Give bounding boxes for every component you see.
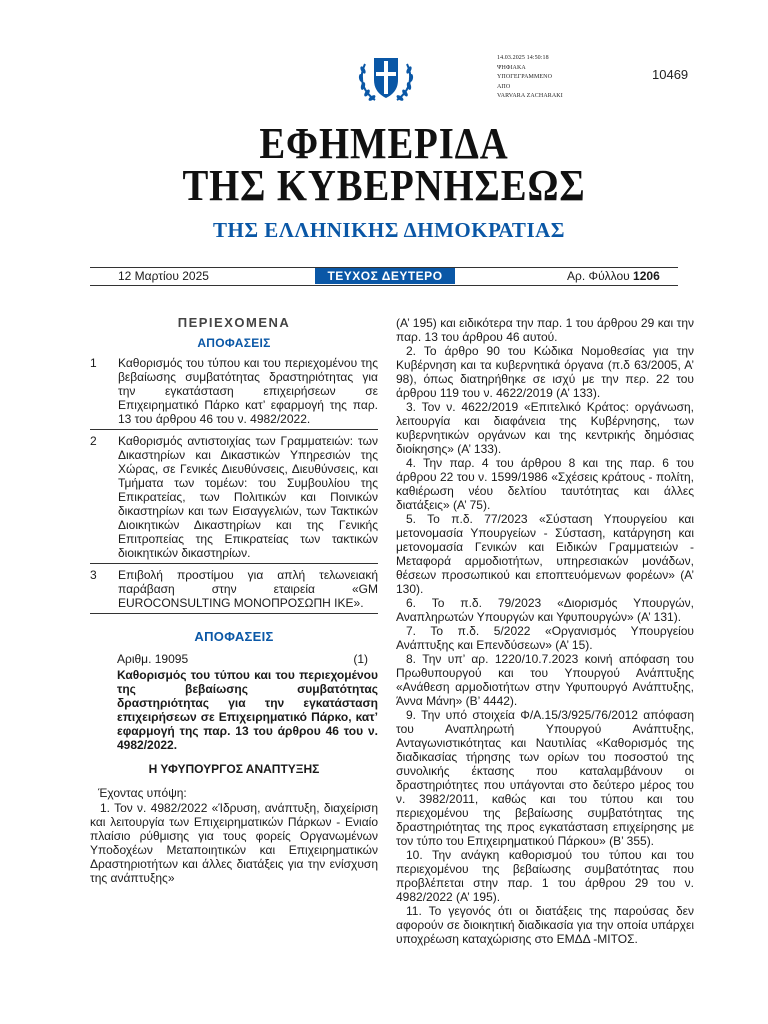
decision-number-line (90, 652, 378, 666)
toc-item (90, 568, 378, 614)
toc-number: 3 (90, 568, 97, 582)
recital-paragraph: 4. Την παρ. 4 του άρθρου 8 και της παρ. 6 του άρθρου 22 του ν. 1599/1986 «Σχέσεις κράτους - πολίτη, καθιέρωση νέου δελτίου ταυτότητας και άλλες διατάξεις» (Α’ 75). (396, 456, 694, 512)
divider (90, 285, 678, 286)
recital-paragraph: 7. Το π.δ. 5/2022 «Οργανισμός Υπουργείου Ανάπτυξης και Επενδύσεων» (Α’ 15). (396, 624, 694, 652)
issuing-authority: Η ΥΦΥΠΟΥΡΓΟΣ ΑΝΑΠΤΥΞΗΣ (148, 762, 320, 776)
signature-line: ΨΗΦΙΑΚΑ (497, 64, 526, 71)
issue-date: 12 Μαρτίου 2025 (118, 269, 209, 283)
toc-text: Καθορισμός αντιστοιχίας των Γραμματειών: των Δικαστηρίων και Δικαστικών Υπηρεσιών της Χώρας, σε Γενικές Διευθύνσεις, Διευθύνσεις, και Τμήματα των τομέων: του Συμβουλίου της Επικρατείας, των Πολιτικών και Ποινικών δικαστηρίων και των Εισαγγελιών, των Τακτικών Διοικητικών Δικαστηρίων και της Γενικής Επιτροπείας της Επικρατείας των τακτικών διοικητικών δικαστηρίων. (118, 434, 378, 560)
toc-item (90, 356, 378, 430)
toc-item (90, 434, 378, 564)
recital-paragraph: 9. Την υπό στοιχεία Φ/Α.15/3/925/76/2012 απόφαση του Αναπληρωτή Υπουργού Ανάπτυξης, Ανταγωνιστικότητας και Ναυτιλίας «Καθορισμός της διαδικασίας τήρησης των ορίων του ποσοστού της συνολικής έκτασης που καταλαμβάνουν οι δραστηριότητες που υπάγονται στο δεύτερο μέρος του ν. 3982/2011, καθώς και του τύπου και του περιεχομένου της βεβαίωσης συμβατότητας της δραστηριότητας της προς εγκατάσταση επιχείρησης με τον τύπο του Επιχειρηματικού Πάρκου» (Β’ 355). (396, 708, 694, 848)
decision-index: (1) (353, 652, 368, 666)
recital-paragraph: 3. Τον ν. 4622/2019 «Επιτελικό Κράτος: οργάνωση, λειτουργία και διαφάνεια της Κυβέρνησης, των κυβερνητικών οργάνων και της κεντρικής δημόσιας διοίκησης» (Α’ 133). (396, 400, 694, 456)
masthead-republic: ΤΗΣ ΕΛΛΗΝΙΚΗΣ ΔΗΜΟΚΡΑΤΙΑΣ (212, 218, 566, 242)
toc-text: Επιβολή προστίμου για απλή τελωνειακή παράβαση στην εταιρεία «GM EUROCONSULTING ΜΟΝΟΠΡΟΣΩΠΗ ΙΚΕ». (118, 568, 378, 610)
sheet-number: 1206 (633, 269, 660, 283)
signature-line: ΑΠΟ (497, 83, 511, 90)
greek-coat-of-arms-icon (355, 50, 417, 106)
toc-number: 1 (90, 356, 97, 370)
left-column (90, 316, 378, 885)
signature-line: ΥΠΟΓΕΓΡΑΜΜΕΝΟ (497, 74, 553, 80)
toc-text: Καθορισμός του τύπου και του περιεχομένου της βεβαίωσης συμβατότητας δραστηριότητας για την εγκατάσταση επιχειρήσεων σε Επιχειρηματικό Πάρκο κατ’ εφαρμογή της παρ. 13 του άρθρου 46 του ν. 4982/2022. (118, 356, 378, 426)
signature-line: 14.03.2025 14:50:18 (497, 55, 549, 61)
contents-section-title: ΑΠΟΦΑΣΕΙΣ (197, 336, 271, 350)
decision-title: Καθορισμός του τύπου και του περιεχομένου της βεβαίωσης συμβατότητας δραστηριότητας για την εγκατάσταση επιχειρήσεων σε Επιχειρηματικό Πάρκο, κατ’ εφαρμογή της παρ. 13 του άρθρου 46 του ν. 4982/2022. (117, 668, 378, 752)
contents-title: ΠΕΡΙΕΧΟΜΕΝΑ (177, 315, 291, 330)
issue-series-badge: ΤΕΥΧΟΣ ΔΕΥΤΕΡΟ (315, 268, 455, 284)
right-column (396, 316, 694, 946)
issue-sheet-number (567, 269, 660, 283)
page-number: 10469 (652, 67, 689, 82)
recital-paragraph: 6. Το π.δ. 79/2023 «Διορισμός Υπουργών, Αναπληρωτών Υπουργών και Υφυπουργών» (Α’ 131). (396, 596, 694, 624)
recital-paragraph: 1. Τον ν. 4982/2022 «Ίδρυση, ανάπτυξη, διαχείριση και λειτουργία των Επιχειρηματικών Πάρκων - Ενιαίο πλαίσιο ρύθμισης για τους φορείς Οργανωμένων Υποδοχέων Μεταποιητικών και Επιχειρηματικών Δραστηριοτήτων και άλλες διατάξεις για την ενίσχυση της ανάπτυξης» (90, 801, 378, 885)
digital-signature (497, 54, 563, 102)
toc-number: 2 (90, 434, 97, 448)
recital-paragraph: 10. Την ανάγκη καθορισμού του τύπου και του περιεχομένου της βεβαίωσης συμβατότητας που προβλέπεται στην παρ. 1 του άρθρου 29 του ν. 4982/2022 (Α’ 195). (396, 848, 694, 904)
recital-paragraph: 2. Το άρθρο 90 του Κώδικα Νομοθεσίας για την Κυβέρνηση και τα κυβερνητικά όργανα (π.δ 63/2005, Α’ 98), όπως διατηρήθηκε σε ισχύ με την περ. 22 του άρθρου 119 του ν. 4622/2019 (Α’ 133). (396, 344, 694, 400)
decision-number: Αριθμ. 19095 (117, 652, 189, 666)
recital-paragraph: 8. Την υπ’ αρ. 1220/10.7.2023 κοινή απόφαση του Πρωθυπουργού και του Υπουργού Ανάπτυξης «Ανάθεση αρμοδιοτήτων στην Υφυπουργό Ανάπτυξης, Άννα Μάνη» (Β’ 4442). (396, 652, 694, 708)
considering-heading: Έχοντας υπόψη: (98, 786, 187, 800)
masthead-title: ΕΦΗΜΕΡΙΔΑ (259, 119, 509, 168)
sheet-label: Αρ. Φύλλου (567, 269, 630, 283)
recital-paragraph: 11. Το γεγονός ότι οι διατάξεις της παρούσας δεν αφορούν σε διοικητική διαδικασία για την οποία υπάρχει υποχρέωση καταχώρισης στο ΕΜΔΔ -ΜΙΤΟΣ. (396, 904, 694, 946)
recital-paragraph: 5. Το π.δ. 77/2023 «Σύσταση Υπουργείου και μετονομασία Υπουργείων - Σύσταση, κατάργηση και μετονομασία Γενικών και Ειδικών Γραμματειών - Μεταφορά αρμοδιοτήτων, υπηρεσιακών μονάδων, θέσεων προσωπικού και εποπτευόμενων φορέων» (Α’ 130). (396, 512, 694, 596)
signature-line: VARVARA ZACHARAKI (497, 93, 563, 99)
masthead-subtitle: ΤΗΣ ΚΥΒΕΡΝΗΣΕΩΣ (182, 161, 586, 210)
recital-continuation: (Α’ 195) και ειδικότερα την παρ. 1 του άρθρου 29 και την παρ. 13 του άρθρου 46 αυτού. (396, 316, 694, 344)
decisions-section-title: ΑΠΟΦΑΣΕΙΣ (194, 629, 274, 644)
